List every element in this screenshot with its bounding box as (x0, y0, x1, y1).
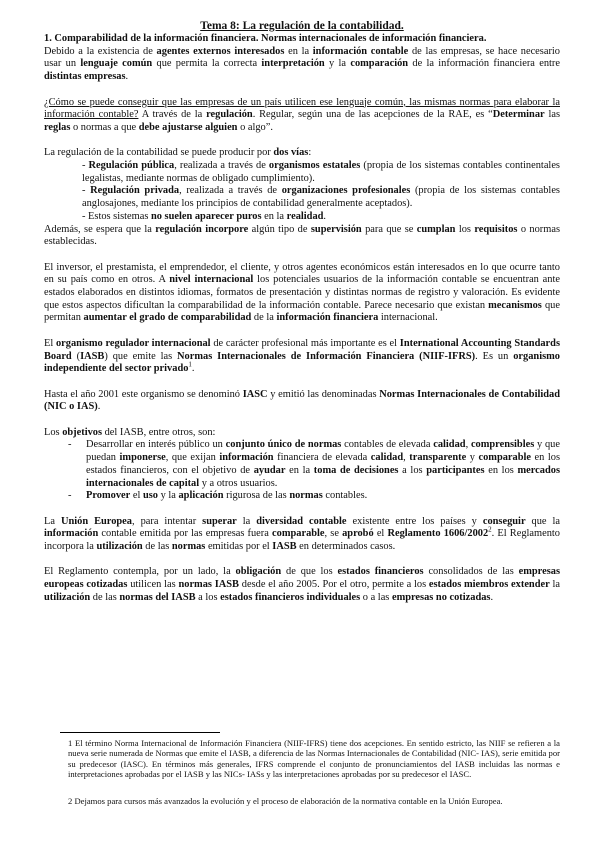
footnote-divider (60, 732, 220, 733)
list-item: - Regulación privada, realizada a través de organizaciones profesionales (propia de los sistemas contables anglosajones, mediante los principios de contabilidad generalmente aceptados). (82, 185, 560, 210)
document-title: Tema 8: La regulación de la contabilidad. (200, 20, 404, 32)
paragraph-internacional: El inversor, el prestamista, el emprendedor, el cliente, y otros agentes económicos están interesados en lo que ocurre tanto en su país como en otros. A nivel internacional los potenciales usuarios de la información contable se encuentran ante estados elaborados en distintos idiomas, formatos de presentación y distintas normas de registro y valoración. Es evidente que estos aspectos dificultan la comparabilidad de la información contable. Parece necesario que existan mecanismos que permitan aumentar el grado de comparabilidad de la información financiera internacional. (44, 261, 560, 324)
footnote-1: 1 El término Norma Internacional de Información Financiera (NIIF-IFRS) tiene dos acepciones. En sentido estricto, las NIIF se refieren a la nueva serie numerada de Normas que emite el IASB, a diferencia de las Normas Internacionales de Contabilidad (NIC- IAS), serie emitida por su predecesor (IASC). En términos más generales, IFRS comprende el conjunto de pronunciamientos del IASB incluidas las normas e interpretaciones aprobadas por el IASB y las NICs- IASs y las interpretaciones aprobadas por su predecesor el IASC. (68, 738, 560, 779)
paragraph-dos-vias: La regulación de la contabilidad se puede producir por dos vías: (44, 147, 312, 159)
list-item: - Regulación pública, realizada a través de organismos estatales (propia de los sistemas contables continentales legalistas, mediante normas de obligado cumplimiento). (82, 160, 560, 184)
paragraph-objetivos-intro: Los objetivos del IASB, entre otros, son: (44, 426, 216, 438)
footnote-2: 2 Dejamos para cursos más avanzados la evolución y el proceso de elaboración de la normativa contable en la Unión Europea. (68, 796, 503, 806)
paragraph-reglamento: El Reglamento contempla, por un lado, la obligación de que los estados financieros consolidados de las empresas europeas cotizadas utilicen las normas IASB desde el año 2005. Por el otro, permite a los estados miembros extender la utilización de las normas del IASB a los estados financieros individuales o a las empresas no cotizadas. (44, 566, 561, 603)
paragraph-agentes: Debido a la existencia de agentes externos interesados en la información contable de las empresas, se hace necesario usar un lenguaje común que permita la correcta interpretación y la comparación de la información financiera entre distintas empresas. (44, 45, 560, 83)
paragraph-regulacion: ¿Cómo se puede conseguir que las empresas de un país utilicen ese lenguaje común, las mismas normas para elaborar la información contable? A través de la regulación. Regular, según una de las acepciones de la RAE, es “Determinar las reglas o normas a que debe ajustarse alguien o algo”. (44, 96, 561, 133)
document-page (44, 20, 560, 605)
list-item: - Promover el uso y la aplicación rigurosa de las normas contables. (68, 490, 368, 502)
footnote-ref: 1 (188, 360, 192, 369)
paragraph-union-europea: La Unión Europea, para intentar superar la diversidad contable existente entre los países y conseguir que la información contable emitida por las empresas fuera comparable, se aprobó el Reglamento 1606/2002$^2$. El Reglamento incorpora la utilización de las normas emitidas por el IASB en determinados casos. (44, 515, 561, 553)
paragraph-iasb: El organismo regulador internacional de carácter profesional más importante es el International Accounting Standards Board (IASB) que emite las Normas Internacionales de Información Financiera (NIIF-IFRS). Es un organismo independiente del sector privado$^1$. (44, 337, 560, 375)
section-heading: 1. Comparabilidad de la información financiera. Normas internacionales de información financiera. (44, 33, 487, 44)
vias-list (44, 160, 560, 224)
objetivos-list (44, 439, 560, 503)
paragraph-supervision: Además, se espera que la regulación incorpore algún tipo de supervisión para que se cumplan los requisitos o normas establecidas. (44, 223, 560, 248)
list-item: - Desarrollar en interés público un conjunto único de normas contables de elevada calidad, comprensibles y que puedan imponerse, que exijan información financiera de elevada calidad, transparente y comparable en los estados financieros, con el objetivo de ayudar en la toma de decisiones a los participantes en los mercados internacionales de capital y a otros usuarios. (68, 439, 561, 489)
list-item: - Estos sistemas no suelen aparecer puros en la realidad. (82, 210, 327, 222)
paragraph-iasc: Hasta el año 2001 este organismo se denominó IASC y emitió las denominadas Normas Internacionales de Contabilidad (NIC o IAS). (44, 388, 560, 413)
footnote-ref: 2 (488, 525, 492, 534)
